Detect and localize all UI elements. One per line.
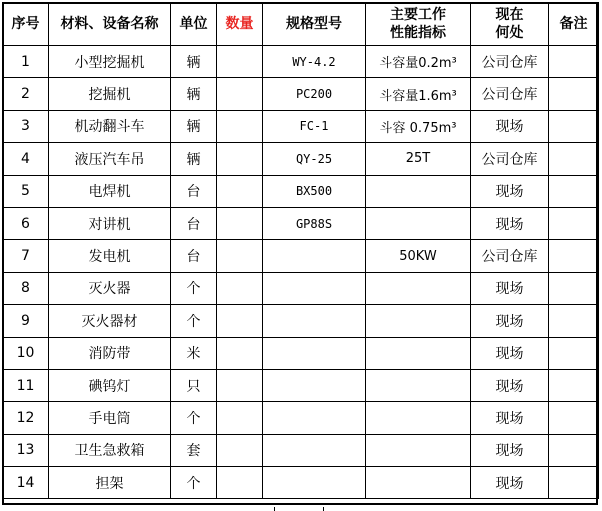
cell-qty: [217, 305, 263, 337]
cell-performance: [366, 402, 471, 434]
cell-remark: [549, 402, 599, 434]
header-remark: 备注: [549, 3, 599, 46]
cell-performance: [366, 369, 471, 401]
cell-remark: [549, 175, 599, 207]
cell-location: 现场: [471, 467, 549, 499]
cell-name: 消防带: [49, 337, 171, 369]
cell-no: 5: [3, 175, 49, 207]
cell-remark: [549, 369, 599, 401]
page-edge-mark: [323, 507, 324, 511]
cell-performance: 斗容量1.6m³: [366, 78, 471, 110]
cell-unit: 辆: [171, 110, 217, 142]
cell-qty: [217, 175, 263, 207]
cell-remark: [549, 337, 599, 369]
cell-unit: 个: [171, 305, 217, 337]
cell-remark: [549, 305, 599, 337]
cell-location: 公司仓库: [471, 143, 549, 175]
cell-remark: [549, 467, 599, 499]
cell-no: 9: [3, 305, 49, 337]
cell-unit: 台: [171, 240, 217, 272]
cell-location: 现场: [471, 272, 549, 304]
table-row: [3, 434, 599, 466]
cell-qty: [217, 207, 263, 239]
cell-unit: 辆: [171, 78, 217, 110]
header-performance-line2: 性能指标: [390, 25, 446, 41]
table-row: [3, 240, 599, 272]
table-row: [3, 78, 599, 110]
cell-name: 发电机: [49, 240, 171, 272]
cell-qty: [217, 143, 263, 175]
cell-no: 4: [3, 143, 49, 175]
cell-name: 卫生急救箱: [49, 434, 171, 466]
header-row: [3, 3, 599, 46]
cell-spec: PC200: [263, 78, 366, 110]
cell-location: 现场: [471, 110, 549, 142]
cell-spec: FC-1: [263, 110, 366, 142]
cell-no: 10: [3, 337, 49, 369]
cell-location: 现场: [471, 305, 549, 337]
cell-remark: [549, 110, 599, 142]
header-name: 材料、设备名称: [49, 3, 171, 46]
cell-name: 电焊机: [49, 175, 171, 207]
cell-location: 现场: [471, 434, 549, 466]
table-row: [3, 272, 599, 304]
equipment-table: [2, 2, 599, 499]
cell-spec: [263, 402, 366, 434]
cell-performance: 斗容量0.2m³: [366, 46, 471, 78]
cell-spec: QY-25: [263, 143, 366, 175]
cell-no: 7: [3, 240, 49, 272]
cell-name: 灭火器: [49, 272, 171, 304]
cell-performance: [366, 272, 471, 304]
header-location: [471, 3, 549, 46]
table-body: [3, 46, 599, 499]
cell-no: 8: [3, 272, 49, 304]
header-location-line2: 何处: [495, 25, 524, 41]
cell-name: 机动翻斗车: [49, 110, 171, 142]
cell-remark: [549, 240, 599, 272]
cell-remark: [549, 46, 599, 78]
cell-no: 6: [3, 207, 49, 239]
cell-location: 现场: [471, 337, 549, 369]
cell-performance: 25T: [366, 143, 471, 175]
cell-name: 手电筒: [49, 402, 171, 434]
cell-unit: 只: [171, 369, 217, 401]
cell-qty: [217, 272, 263, 304]
cell-qty: [217, 78, 263, 110]
cell-name: 对讲机: [49, 207, 171, 239]
cell-spec: [263, 467, 366, 499]
cell-performance: 50KW: [366, 240, 471, 272]
cell-no: 12: [3, 402, 49, 434]
table-row: [3, 143, 599, 175]
cell-remark: [549, 143, 599, 175]
cell-name: 挖掘机: [49, 78, 171, 110]
cell-performance: [366, 434, 471, 466]
cell-spec: [263, 434, 366, 466]
cell-name: 碘钨灯: [49, 369, 171, 401]
cell-spec: [263, 305, 366, 337]
header-performance: [366, 3, 471, 46]
cell-location: 现场: [471, 175, 549, 207]
cell-name: 担架: [49, 467, 171, 499]
table-row: [3, 175, 599, 207]
cell-unit: 米: [171, 337, 217, 369]
cell-qty: [217, 467, 263, 499]
cell-performance: [366, 337, 471, 369]
header-qty: 数量: [217, 3, 263, 46]
table-row: [3, 305, 599, 337]
table-row: [3, 337, 599, 369]
cell-spec: [263, 272, 366, 304]
cell-location: 现场: [471, 402, 549, 434]
table-row: [3, 110, 599, 142]
cell-location: 公司仓库: [471, 78, 549, 110]
cell-no: 13: [3, 434, 49, 466]
header-performance-line1: 主要工作: [390, 7, 446, 23]
cell-remark: [549, 78, 599, 110]
cell-qty: [217, 46, 263, 78]
header-no: 序号: [3, 3, 49, 46]
cell-performance: [366, 305, 471, 337]
cell-spec: WY-4.2: [263, 46, 366, 78]
cell-spec: BX500: [263, 175, 366, 207]
cell-unit: 个: [171, 402, 217, 434]
cell-unit: 台: [171, 207, 217, 239]
header-unit: 单位: [171, 3, 217, 46]
cell-no: 11: [3, 369, 49, 401]
cell-remark: [549, 434, 599, 466]
cell-performance: [366, 175, 471, 207]
table-row: [3, 46, 599, 78]
cell-spec: [263, 369, 366, 401]
cell-location: 公司仓库: [471, 46, 549, 78]
cell-no: 3: [3, 110, 49, 142]
cell-remark: [549, 272, 599, 304]
cell-unit: 个: [171, 272, 217, 304]
header-spec: 规格型号: [263, 3, 366, 46]
cell-qty: [217, 110, 263, 142]
cell-performance: 斗容 0.75m³: [366, 110, 471, 142]
cell-unit: 个: [171, 467, 217, 499]
cell-qty: [217, 337, 263, 369]
cell-name: 小型挖掘机: [49, 46, 171, 78]
header-location-line1: 现在: [495, 7, 524, 23]
cell-qty: [217, 402, 263, 434]
table-row: [3, 207, 599, 239]
page-edge-mark: [274, 507, 275, 511]
cell-location: 公司仓库: [471, 240, 549, 272]
cell-remark: [549, 207, 599, 239]
table-row: [3, 467, 599, 499]
cell-unit: 辆: [171, 46, 217, 78]
cell-unit: 套: [171, 434, 217, 466]
cell-name: 液压汽车吊: [49, 143, 171, 175]
cell-no: 14: [3, 467, 49, 499]
cell-qty: [217, 369, 263, 401]
table-row: [3, 369, 599, 401]
cell-performance: [366, 207, 471, 239]
cell-no: 1: [3, 46, 49, 78]
cell-spec: GP88S: [263, 207, 366, 239]
cell-spec: [263, 337, 366, 369]
cell-spec: [263, 240, 366, 272]
cell-qty: [217, 434, 263, 466]
cell-name: 灭火器材: [49, 305, 171, 337]
cell-location: 现场: [471, 369, 549, 401]
cell-no: 2: [3, 78, 49, 110]
cell-qty: [217, 240, 263, 272]
cell-performance: [366, 467, 471, 499]
cell-location: 现场: [471, 207, 549, 239]
cell-unit: 台: [171, 175, 217, 207]
cell-unit: 辆: [171, 143, 217, 175]
table-row: [3, 402, 599, 434]
